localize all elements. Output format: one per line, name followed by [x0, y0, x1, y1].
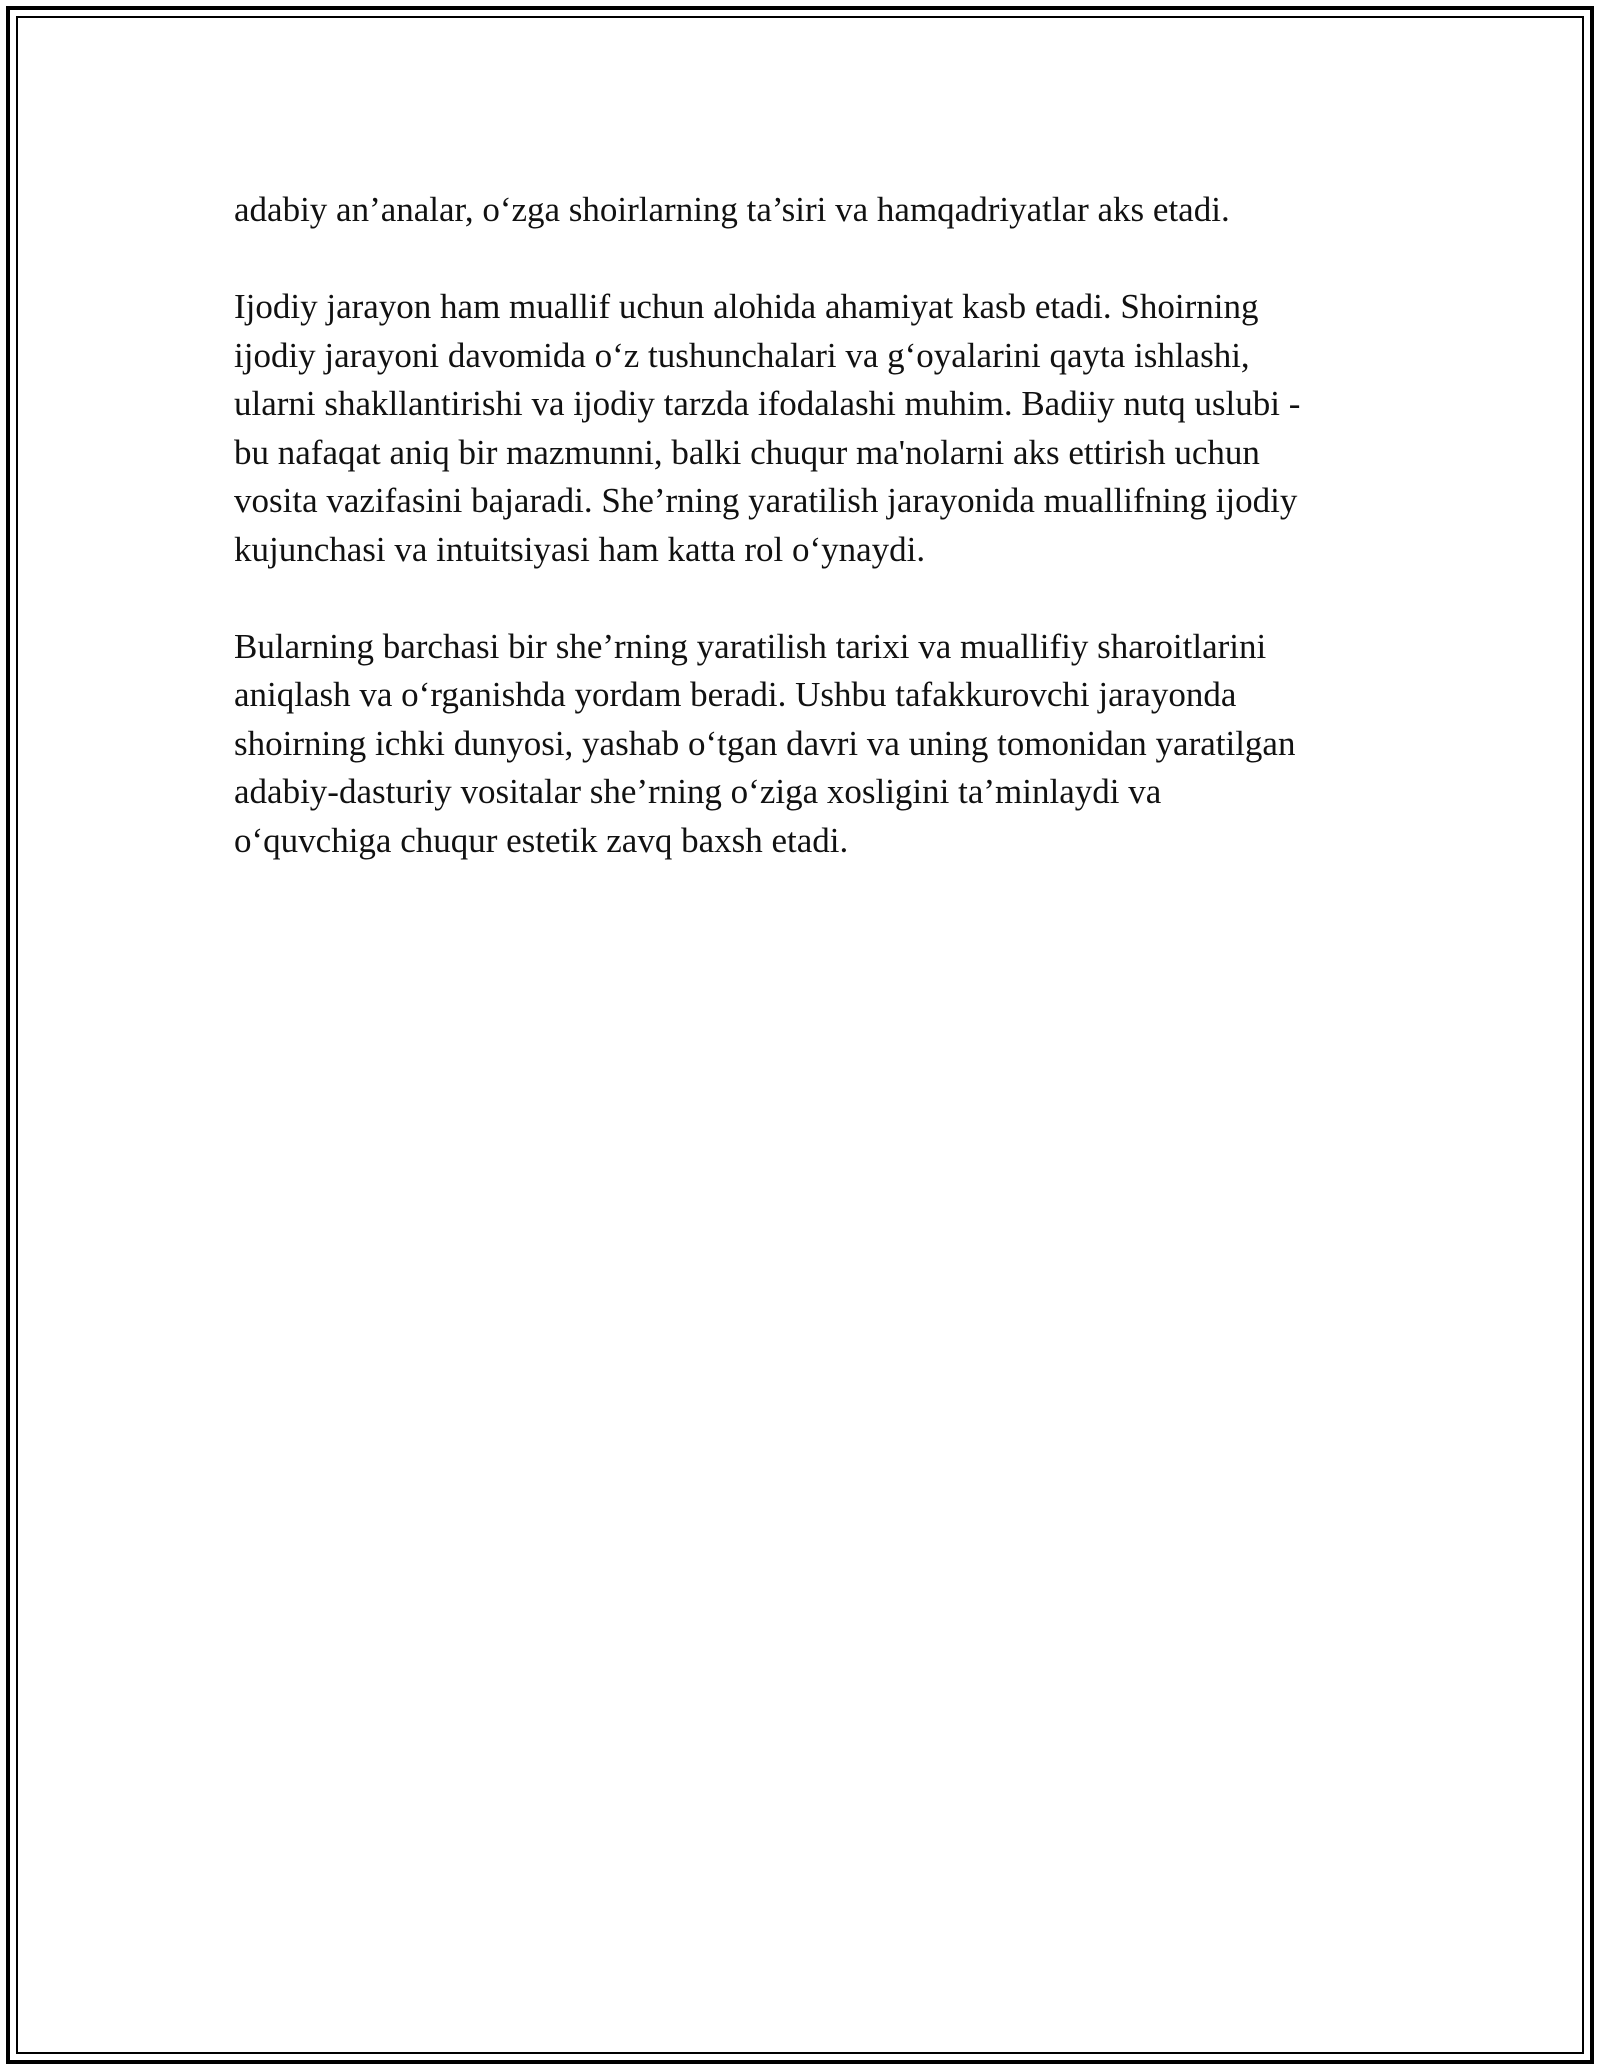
text-line: aniqlash va o‘rganishda yordam beradi. Ushbu tafakkurovchi jarayonda [234, 675, 1237, 714]
paragraph-2 [234, 283, 1374, 574]
text-line: Bularning barchasi bir she’rning yaratilish tarixi va muallifiy sharoitlarini [234, 626, 1267, 666]
text-line: o‘quvchiga chuqur estetik zavq baxsh etadi. [234, 820, 849, 860]
paragraph-1 [234, 186, 1374, 235]
text-line: adabiy an’analar, o‘zga shoirlarning ta’siri va hamqadriyatlar aks etadi. [234, 190, 1230, 229]
text-line: adabiy-dasturiy vositalar she’rning o‘ziga xosligini ta’minlaydi va [234, 772, 1162, 811]
text-line: Ijodiy jarayon ham muallif uchun alohida ahamiyat kasb etadi. Shoirning [234, 287, 1259, 326]
text-line: ularni shakllantirishi va ijodiy tarzda ifodalashi muhim. Badiiy nutq uslubi - [234, 384, 1301, 423]
text-line: shoirning ichki dunyosi, yashab o‘tgan davri va uning tomonidan yaratilgan [234, 723, 1296, 763]
text-line: bu nafaqat aniq bir mazmunni, balki chuqur ma'nolarni aks ettirish uchun [234, 432, 1260, 472]
text-line: ijodiy jarayoni davomida o‘z tushunchalari va g‘oyalarini qayta ishlashi, [234, 335, 1250, 375]
text-line: vosita vazifasini bajaradi. She’rning yaratilish jarayonida muallifning ijodiy [234, 481, 1298, 520]
paragraph-3 [234, 623, 1374, 866]
text-line: kujunchasi va intuitsiyasi ham katta rol o‘ynaydi. [234, 529, 926, 569]
document-body [234, 186, 1374, 914]
